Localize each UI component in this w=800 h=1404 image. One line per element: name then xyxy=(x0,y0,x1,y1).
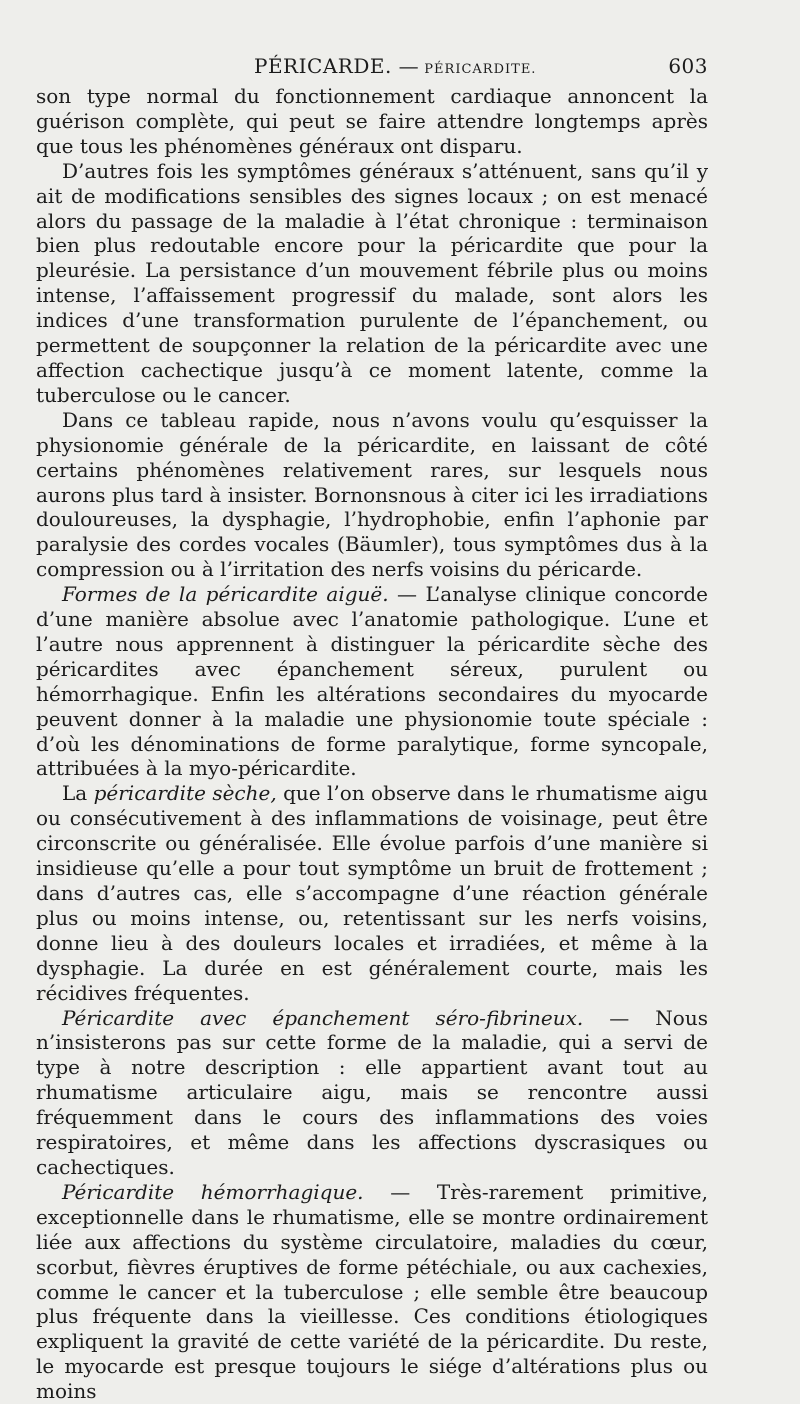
paragraph-chronic-passage xyxy=(36,159,708,408)
body-text xyxy=(36,84,708,1404)
section-heading-hemorrhagic: Péricardite hémorrhagique. xyxy=(62,1179,364,1204)
paragraph-text: — L’analyse clinique concorde d’une manière absolue avec l’anatomie pathologique. L’une et l’autre nous apprennent à distinguer la péricardite sèche des péricardites avec épanchement séreux, purulent ou hémorrhagique. Enfin les altérations secondaires du myocarde peuvent donner à la maladie une physionomie toute spéciale : d’où les dénominations de forme paralytique, forme syncopale, attribuées à la myo-péricardite. xyxy=(36,582,709,781)
running-title-sub: PÉRICARDITE. xyxy=(419,62,537,77)
running-title xyxy=(254,54,536,78)
paragraph-acute-forms xyxy=(36,582,708,781)
term-dry-pericarditis: péricardite sèche, xyxy=(93,781,277,806)
paragraph-serofibrinous xyxy=(36,1006,708,1180)
paragraph-text: — Très-rarement primitive, exceptionnelle dans le rhumatisme, elle se montre ordinairement liée aux affections du système circulatoire, maladies du cœur, scorbut, fièvres éruptives de forme pétéchiale, ou aux cachexies, comme le cancer et la tuberculose ; elle semble être beaucoup plus fréquente dans la vieillesse. Ces conditions étiologiques expliquent la gravité de cette variété de la péricardite. Du reste, le myocarde est presque toujours le siége d’altérations plus ou moins xyxy=(36,1179,708,1404)
paragraph-text: D’autres fois les symptômes généraux s’atténuent, sans qu’il y ait de modifications sensibles des signes locaux ; on est menacé alors du passage de la maladie à l’état chronique : terminaison bien plus redoutable encore pour la péricardite que pour la pleurésie. La persistance d’un mouvement fébrile plus ou moins intense, l’affaissement progressif du malade, sont alors les indices d’une transformation purulente de l’épanchement, ou permettent de soupçonner la relation de la péricardite avec une affection cachectique jusqu’à ce moment latente, comme la tuberculose ou le cancer. xyxy=(36,158,708,407)
paragraph-prefix: La xyxy=(62,781,94,806)
section-heading-serofibrinous: Péricardite avec épanchement séro-fibrineux. xyxy=(62,1005,584,1030)
page-number: 603 xyxy=(668,54,708,78)
paragraph-hemorrhagic xyxy=(36,1180,708,1404)
running-title-main: PÉRICARDE. — xyxy=(254,54,420,78)
running-head xyxy=(36,54,708,84)
paragraph-text: Dans ce tableau rapide, nous n’avons voulu qu’esquisser la physionomie générale de la péricardite, en laissant de côté certains phénomènes relativement rares, sur lesquels nous aurons plus tard à insister. Bornonsnous à citer ici les irradiations douloureuses, la dysphagie, l’hydrophobie, enfin l’aphonie par paralysie des cordes vocales (Bäumler), tous symptômes dus à la compression ou à l’irritation des nerfs voisins du péricarde. xyxy=(36,407,708,582)
paragraph-continuation xyxy=(36,84,708,159)
paragraph-text: que l’on observe dans le rhumatisme aigu ou consécutivement à des inflammations de voisinage, peut être circonscrite ou généralisée. Elle évolue parfois d’une manière si insidieuse qu’elle a pour tout symptôme un bruit de frottement ; dans d’autres cas, elle s’accompagne d’une réaction générale plus ou moins intense, ou, retentissant sur les nerfs voisins, donne lieu à des douleurs locales et irradiées, et même à la dysphagie. La durée en est généralement courte, mais les récidives fréquentes. xyxy=(36,781,709,1005)
paragraph-physiognomy xyxy=(36,408,708,582)
paragraph-text: — Nous n’insisterons pas sur cette forme de la maladie, qui a servi de type à notre description : elle appartient avant tout au rhumatisme articulaire aigu, mais se rencontre aussi fréquemment dans le cours des inflammations des voies respiratoires, et même dans les affections dyscrasiques ou cachectiques. xyxy=(36,1005,708,1179)
paragraph-text: son type normal du fonctionnement cardiaque annoncent la guérison complète, qui peut se faire attendre longtemps après que tous les phénomènes généraux ont disparu. xyxy=(36,84,708,158)
section-heading-acute-forms: Formes de la péricardite aiguë. xyxy=(62,582,389,607)
paragraph-dry-pericarditis xyxy=(36,781,708,1005)
